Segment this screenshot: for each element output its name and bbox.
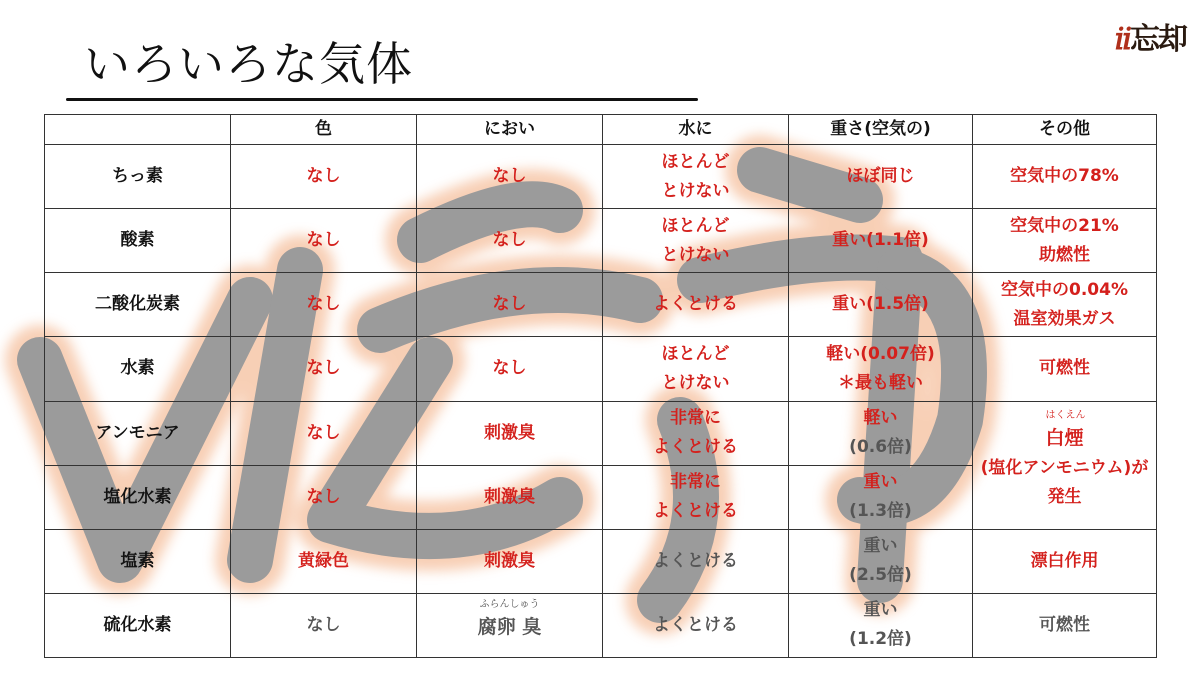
table-row [45, 529, 1157, 593]
weight-cell [789, 337, 973, 401]
color-cell: なし [231, 273, 417, 337]
other-line: 空気中の78% [1010, 166, 1119, 187]
table-header-row [45, 115, 1157, 145]
smell-cell: なし [417, 145, 603, 209]
table-row [45, 273, 1157, 337]
water-line: とけない [661, 180, 730, 201]
weight-line: 重い(1.1倍) [832, 230, 929, 251]
smell-main: 腐卵 臭 [477, 616, 542, 639]
gas-name: 塩素 [45, 529, 231, 593]
weight-line: 軽い [863, 408, 898, 429]
weight-line: (1.2倍) [849, 629, 912, 650]
header-cell-smell: におい [417, 115, 603, 145]
other-line: 漂白作用 [1030, 550, 1099, 571]
gas-name: 塩化水素 [45, 465, 231, 529]
brand-logo: 𝑖𝑖忘却 [1114, 22, 1186, 57]
weight-line: ほぼ同じ [846, 166, 915, 187]
weight-line: 重い(1.5倍) [832, 294, 929, 315]
gas-name: ちっ素 [45, 145, 231, 209]
water-cell [603, 145, 789, 209]
water-line: よくとける [653, 437, 738, 458]
table-row [45, 145, 1157, 209]
other-cell [973, 529, 1157, 593]
header-cell-weight: 重さ(空気の) [789, 115, 973, 145]
water-cell [603, 337, 789, 401]
gas-name: 硫化水素 [45, 593, 231, 657]
other-line: 助燃性 [1039, 244, 1090, 265]
title-underline [66, 98, 698, 101]
other-line: 可燃性 [1039, 358, 1090, 379]
header-cell-color: 色 [231, 115, 417, 145]
water-line: ほとんど [661, 343, 730, 364]
hakuen-main: 白煙 [1045, 427, 1084, 450]
water-cell [603, 465, 789, 529]
header-cell-empty [45, 115, 231, 145]
smell-cell: 刺激臭 [417, 465, 603, 529]
smell-cell: 刺激臭 [417, 529, 603, 593]
header-cell-other: その他 [973, 115, 1157, 145]
table-row [45, 401, 1157, 465]
color-cell: なし [231, 401, 417, 465]
weight-cell [789, 209, 973, 273]
table-row [45, 337, 1157, 401]
weight-cell [789, 273, 973, 337]
other-line: 可燃性 [1039, 614, 1090, 635]
other-line: 空気中の21% [1010, 215, 1119, 236]
smell-ruby-word [477, 599, 542, 643]
smell-cell: なし [417, 337, 603, 401]
color-cell: 黄緑色 [231, 529, 417, 593]
water-line: よくとける [653, 501, 738, 522]
water-line: よくとける [653, 550, 738, 571]
hakuen-ruby: はくえん [1045, 410, 1086, 422]
other-cell [973, 273, 1157, 337]
water-line: よくとける [653, 294, 738, 315]
weight-cell [789, 593, 973, 657]
table-row [45, 593, 1157, 657]
page-title: いろいろな気体 [84, 37, 413, 91]
other-cell [973, 337, 1157, 401]
weight-cell [789, 529, 973, 593]
water-line: ほとんど [661, 215, 730, 236]
weight-line: 重い [863, 472, 898, 493]
header-cell-water: 水に [603, 115, 789, 145]
other-line: 発生 [1047, 487, 1082, 508]
weight-line: ＊最も軽い [838, 372, 923, 393]
gas-name: 酸素 [45, 209, 231, 273]
water-cell [603, 401, 789, 465]
other-cell [973, 593, 1157, 657]
table-row [45, 209, 1157, 273]
smell-cell: なし [417, 273, 603, 337]
weight-cell [789, 145, 973, 209]
smell-cell: なし [417, 209, 603, 273]
weight-line: 軽い(0.07倍) [826, 343, 935, 364]
weight-cell [789, 465, 973, 529]
hakuen-word [1045, 410, 1086, 454]
weight-line: 重い [863, 600, 898, 621]
gas-name: アンモニア [45, 401, 231, 465]
water-line: とけない [661, 244, 730, 265]
color-cell: なし [231, 593, 417, 657]
other-line: (塩化アンモニウム)が [980, 458, 1149, 479]
weight-line: (2.5倍) [849, 565, 912, 586]
gas-table [44, 114, 1157, 658]
color-cell: なし [231, 337, 417, 401]
smell-cell: 刺激臭 [417, 401, 603, 465]
weight-line: (0.6倍) [849, 437, 912, 458]
water-line: ほとんど [661, 151, 730, 172]
water-line: よくとける [653, 614, 738, 635]
water-cell [603, 593, 789, 657]
water-cell [603, 273, 789, 337]
water-line: 非常に [670, 408, 721, 429]
water-line: 非常に [670, 472, 721, 493]
color-cell: なし [231, 465, 417, 529]
other-line: 温室効果ガス [1013, 308, 1116, 329]
other-cell-merged [973, 401, 1157, 529]
smell-ruby: ふらんしゅう [479, 599, 540, 611]
other-cell [973, 145, 1157, 209]
water-line: とけない [661, 372, 730, 393]
weight-line: 重い [863, 536, 898, 557]
gas-name: 水素 [45, 337, 231, 401]
weight-line: (1.3倍) [849, 501, 912, 522]
weight-cell [789, 401, 973, 465]
color-cell: なし [231, 145, 417, 209]
gas-name: 二酸化炭素 [45, 273, 231, 337]
color-cell: なし [231, 209, 417, 273]
other-line: 空気中の0.04% [1001, 279, 1128, 300]
other-cell [973, 209, 1157, 273]
water-cell [603, 209, 789, 273]
smell-cell [417, 593, 603, 657]
water-cell [603, 529, 789, 593]
